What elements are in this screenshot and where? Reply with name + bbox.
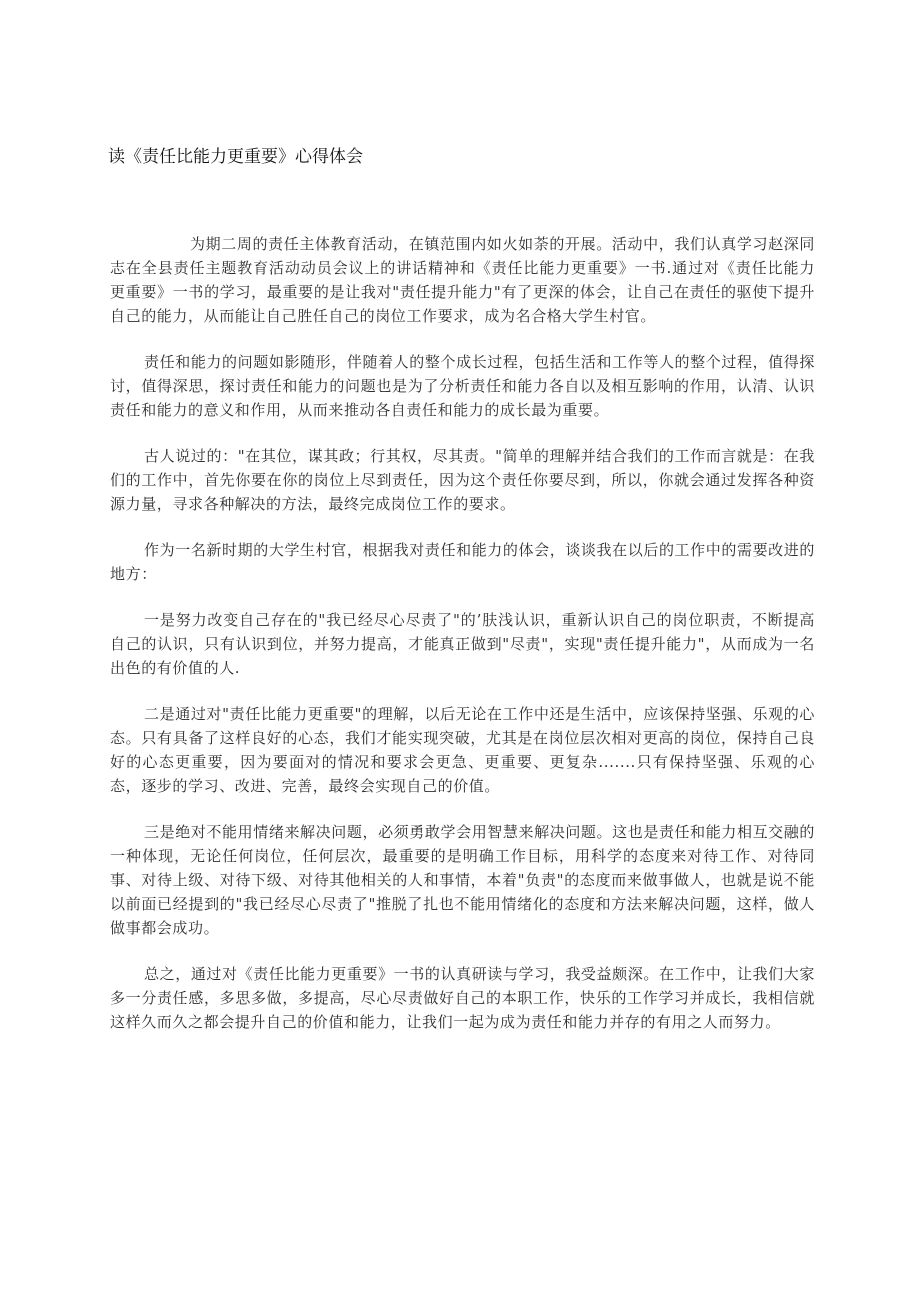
- document-title: 读《责任比能力更重要》心得体会: [108, 147, 363, 167]
- paragraph-ancient-saying: 古人说过的："在其位，谋其政；行其权，尽其责。"简单的理解并结合我们的工作而言就是：在我们的工作中，首先你要在你的岗位上尽到责任，因为这个责任你要尽到，所以，你就会通过发挥各种资源力量，寻求各种解决的方法，最终完成岗位工作的要求。: [110, 447, 815, 513]
- paragraph-point-three: 三是绝对不能用情绪来解决问题，必须勇敢学会用智慧来解决问题。这也是责任和能力相互交融的一种体现，无论任何岗位，任何层次，最重要的是明确工作目标，用科学的态度来对待工作、对待同事、对待上级、对待下级、对待其他相关的人和事情，本着"负责"的态度而来做事做人，也就是说不能以前面已经提到的"我已经尽心尽责了"推脱了扎也不能用情绪化的态度和方法来解决问题，这样，做人做事都会成功。: [110, 823, 815, 937]
- paragraph-point-two: 二是通过对"责任比能力更重要"的理解，以后无论在工作中还是生活中，应该保持坚强、乐观的心态。只有具备了这样良好的心态，我们才能实现突破，尤其是在岗位层次相对更高的岗位，保持自己良好的心态更重要，因为要面对的情况和要求会更急、更重要、更复杂.......只有保持坚强、乐观的心态，逐步的学习、改进、完善，最终会实现自己的价值。: [110, 705, 815, 795]
- paragraph-point-one: 一是努力改变自己存在的"我已经尽心尽责了"的’肤浅认识，重新认识自己的岗位职责，不断提高自己的认识，只有认识到位，并努力提高，才能真正做到"尽责"，实现"责任提升能力"，从而成为一名出色的有价值的人.: [110, 611, 815, 677]
- paragraph-improvements-intro: 作为一名新时期的大学生村官，根据我对责任和能力的体会，谈谈我在以后的工作中的需要改进的地方：: [110, 541, 815, 583]
- paragraph-responsibility-and-ability: 责任和能力的问题如影随形，伴随着人的整个成长过程，包括生活和工作等人的整个过程，值得探讨，值得深思，探讨责任和能力的问题也是为了分析责任和能力各自以及相互影响的作用，认清、认识责任和能力的意义和作用，从而来推动各自责任和能力的成长最为重要。: [110, 353, 815, 419]
- document-body: [110, 232, 815, 1056]
- paragraph-conclusion: 总之，通过对《责任比能力更重要》一书的认真研读与学习，我受益颇深。在工作中，让我们大家多一分责任感，多思多做，多提高，尽心尽责做好自己的本职工作，快乐的工作学习并成长，我相信就这样久而久之都会提升自己的价值和能力，让我们一起为成为责任和能力并存的有用之人而努力。: [110, 965, 815, 1031]
- paragraph-intro: 为期二周的责任主体教育活动，在镇范围内如火如荼的开展。活动中，我们认真学习赵深同志在全县责任主题教育活动动员会议上的讲话精神和《责任比能力更重要》一书.通过对《责任比能力更重要》一书的学习，最重要的是让我对"责任提升能力"有了更深的体会，让自己在责任的驱使下提升自己的能力，从而能让自己胜任自己的岗位工作要求，成为名合格大学生村官。: [110, 235, 815, 325]
